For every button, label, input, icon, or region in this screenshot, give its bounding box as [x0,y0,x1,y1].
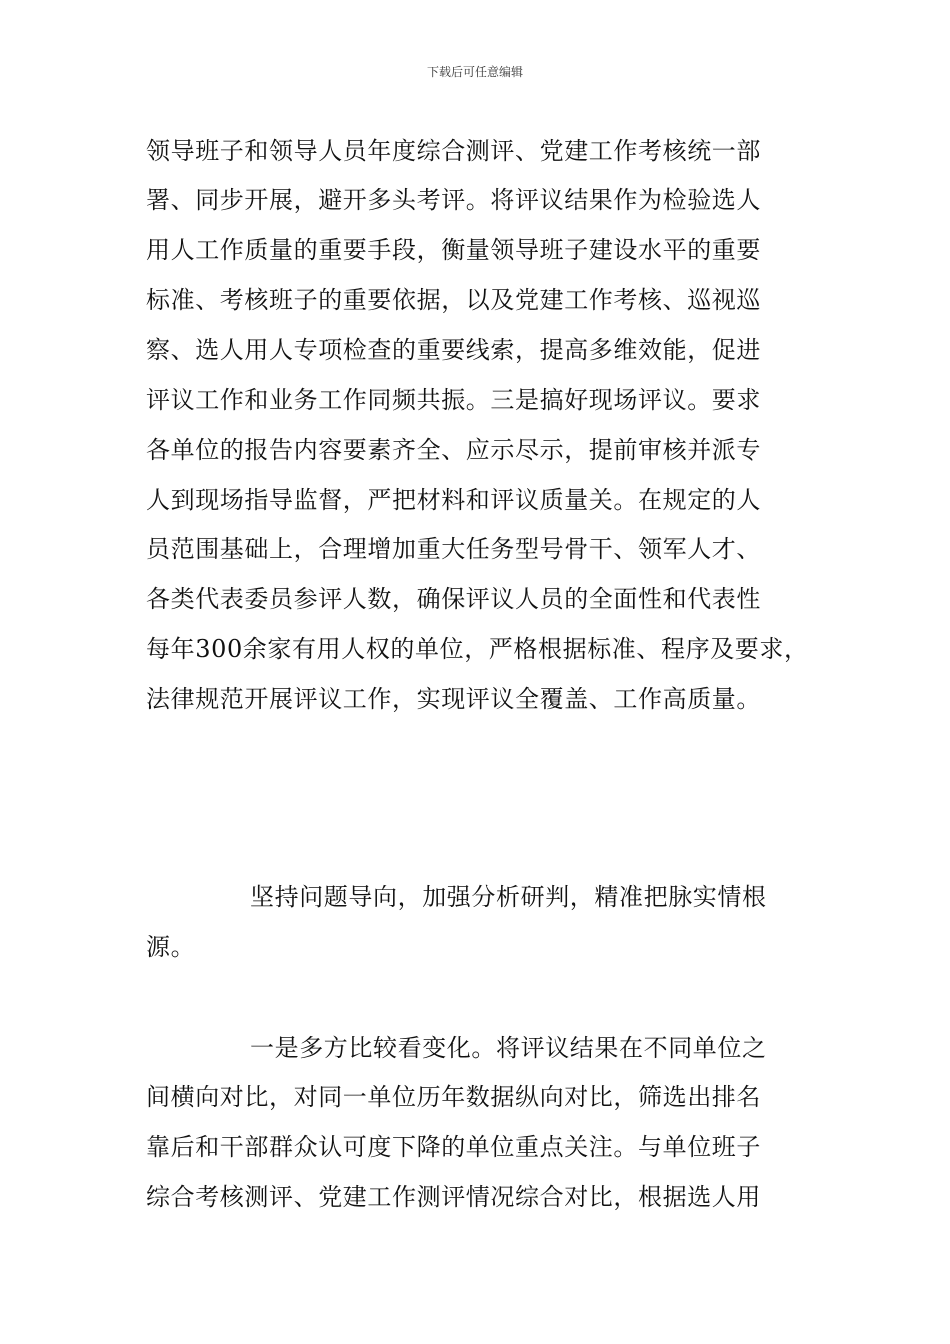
text-line: 署、同步开展，避开多头考评。将评议结果作为检验选人 [146,186,761,214]
text-line: 察、选人用人专项检查的重要线索，提高多维效能，促进 [146,336,761,364]
text-line: 各类代表委员参评人数，确保评议人员的全面性和代表性 [146,585,761,613]
page-header: 下载后可任意编辑 [426,65,523,79]
text-line: 综合考核测评、党建工作测评情况综合对比，根据选人用 [146,1183,761,1211]
text-line: 领导班子和领导人员年度综合测评、党建工作考核统一部 [146,137,761,165]
text-line: 每年300余家有用人权的单位，严格根据标准、程序及要求， [146,635,809,663]
text-line: 标准、考核班子的重要依据，以及党建工作考核、巡视巡 [146,286,761,314]
heading-line: 坚持问题导向，加强分析研判，精准把脉实情根 [250,883,767,911]
text-line: 评议工作和业务工作同频共振。三是搞好现场评议。要求 [146,386,761,414]
text-line: 人到现场指导监督，严把材料和评议质量关。在规定的人 [146,486,761,514]
heading-line: 源。 [146,933,196,961]
text-line: 间横向对比，对同一单位历年数据纵向对比，筛选出排名 [146,1083,761,1111]
text-line: 员范围基础上，合理增加重大任务型号骨干、领军人才、 [146,535,761,563]
text-line: 一是多方比较看变化。将评议结果在不同单位之 [250,1034,767,1062]
text-line: 法律规范开展评议工作，实现评议全覆盖、工作高质量。 [146,685,761,713]
text-line: 用人工作质量的重要手段，衡量领导班子建设水平的重要 [146,236,761,264]
text-line: 各单位的报告内容要素齐全、应示尽示，提前审核并派专 [146,436,761,464]
text-line: 靠后和干部群众认可度下降的单位重点关注。与单位班子 [146,1133,761,1161]
